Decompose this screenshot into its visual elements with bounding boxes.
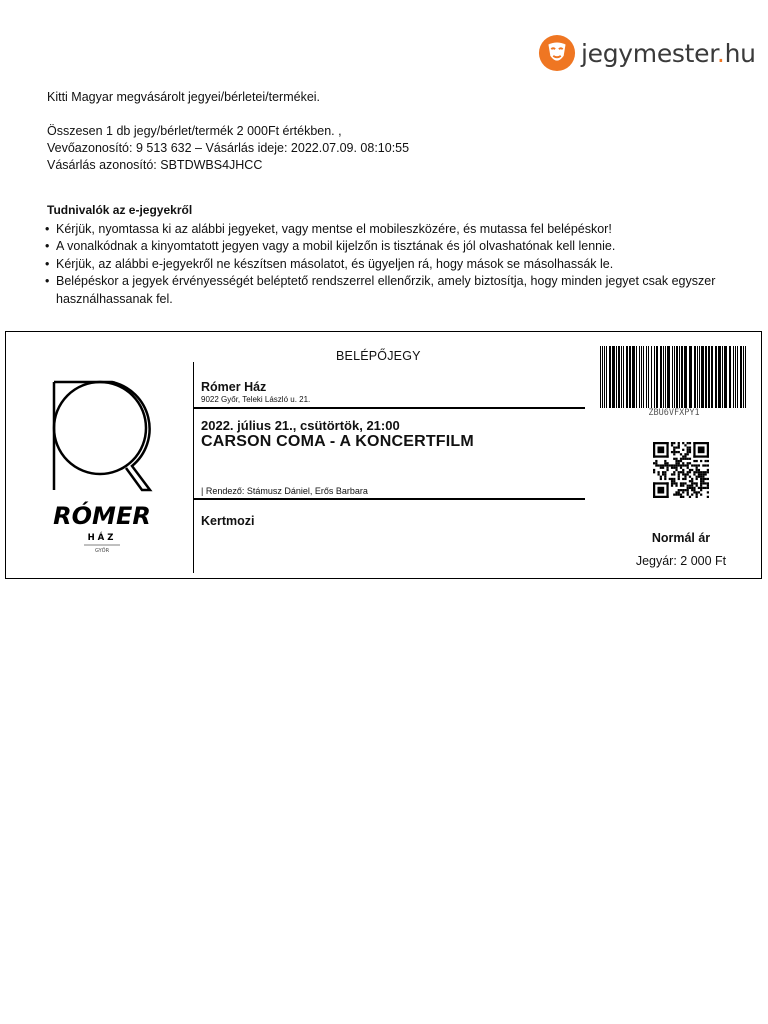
venue-logo-word: RÓMER <box>53 502 151 530</box>
ticket-price: Jegyár: 2 000 Ft <box>635 554 727 568</box>
notice-item: • A vonalkódnak a kinyomtatott jegyen vagy a mobil kijelzőn is tisztának és jól olvashatónak kell lennie. <box>45 238 725 256</box>
event-title: CARSON COMA - A KONCERTFILM <box>201 433 474 450</box>
barcode <box>600 346 748 408</box>
customer-line: Vevőazonosító: 9 513 632 – Vásárlás ideje: 2022.07.09. 08:10:55 <box>47 141 410 155</box>
notice-item: • Kérjük, nyomtassa ki az alábbi jegyeket, vagy mentse el mobileszközére, és mutassa fel belépéskor! <box>45 221 725 239</box>
divider <box>193 362 194 573</box>
venue-address: 9022 Győr, Teleki László u. 21. <box>201 395 311 404</box>
notice-list <box>45 221 725 309</box>
total-line: Összesen 1 db jegy/bérlet/termék 2 000Ft értékben. , <box>47 124 342 138</box>
notice-item: • Kérjük, az alábbi e-jegyekről ne készítsen másolatot, és ügyeljen rá, hogy mások se másolhassák le. <box>45 256 725 274</box>
notice-title: Tudnivalók az e-jegyekről <box>47 203 193 217</box>
ticket <box>5 331 762 579</box>
purchase-id-line: Vásárlás azonosító: SBTDWBS4JHCC <box>47 158 263 172</box>
notice-item: • Belépéskor a jegyek érvényességét beléptető rendszerrel ellenőrzik, amely biztosítja, hogy minden jegyet csak egyszer használhassanak fel. <box>45 273 725 308</box>
venue-name: Rómer Ház <box>201 380 267 394</box>
romer-haz-logo <box>50 378 154 553</box>
ticket-title: BELÉPŐJEGY <box>336 349 421 363</box>
purchase-summary <box>47 89 409 174</box>
divider <box>194 407 585 409</box>
eticket-notice <box>45 202 725 308</box>
event-organizer: | Rendező: Stámusz Dániel, Erős Barbara <box>201 486 368 496</box>
barcode-text: ZBU6VFXPY1 <box>648 408 700 418</box>
theater-mask-icon <box>538 34 576 72</box>
jegymester-logo <box>538 34 756 72</box>
qr-code <box>653 442 709 498</box>
venue-logo-sub: HÁZ <box>87 533 117 543</box>
purchase-line: Kitti Magyar megvásárolt jegyei/bérletei/termékei. <box>47 90 321 104</box>
divider <box>194 498 585 500</box>
event-datetime: 2022. július 21., csütörtök, 21:00 <box>201 418 400 433</box>
venue-logo-small: GYŐR <box>94 548 110 553</box>
price-type: Normál ár <box>651 531 711 545</box>
brand-name: jegymester.hu <box>581 38 756 68</box>
event-location: Kertmozi <box>201 514 255 528</box>
